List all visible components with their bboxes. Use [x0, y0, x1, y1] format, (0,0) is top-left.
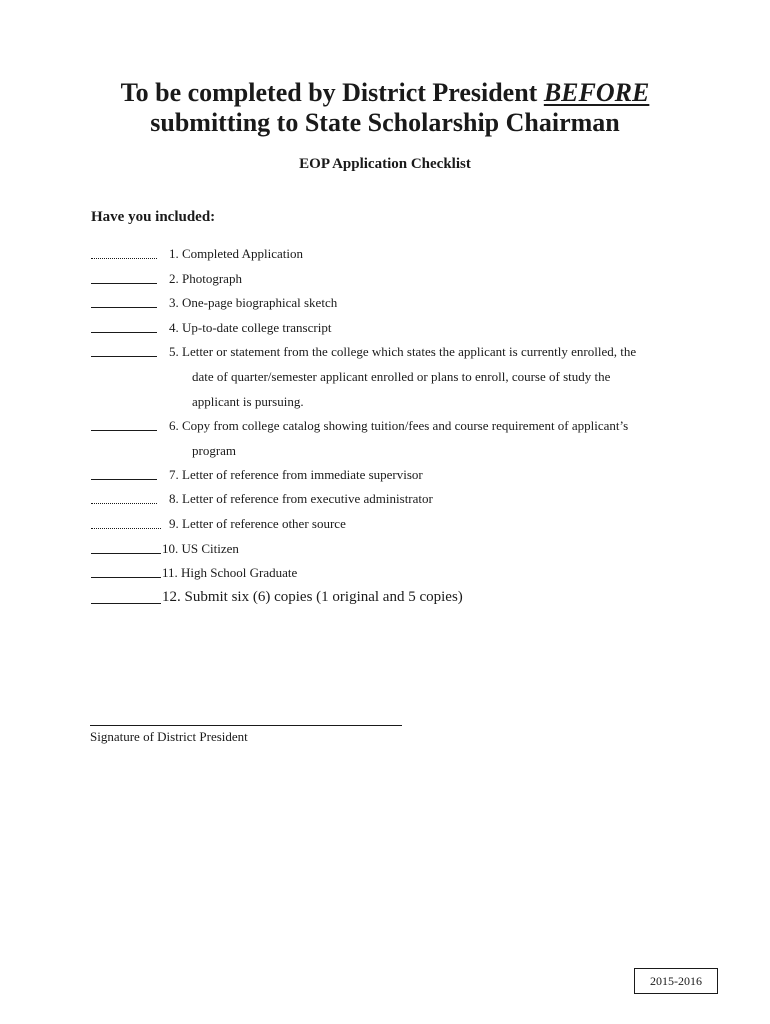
checklist-item-text: 8. Letter of reference from executive administrator: [169, 491, 433, 506]
title-emphasis: BEFORE: [543, 78, 650, 107]
title-prefix: To be completed by District President: [120, 78, 544, 107]
checklist-item-text: 7. Letter of reference from immediate supervisor: [169, 467, 423, 482]
checklist-item-6-continued: program: [192, 443, 237, 458]
checklist-item-text: 9. Letter of reference other source: [169, 516, 346, 531]
checklist-item-text: 11. High School Graduate: [162, 565, 298, 580]
checklist-item-text: 6. Copy from college catalog showing tuition/fees and course requirement of applicant’s: [169, 418, 629, 433]
checkbox-blank-12[interactable]: [91, 603, 161, 604]
checklist-item-text: 4. Up-to-date college transcript: [169, 320, 332, 335]
checkbox-blank-7[interactable]: [91, 479, 157, 480]
signature-label: Signature of District President: [90, 729, 248, 744]
checklist-item-text: 2. Photograph: [169, 271, 242, 286]
checkbox-blank-9[interactable]: [91, 528, 161, 529]
checklist-item-text: 10. US Citizen: [162, 541, 239, 556]
checklist-item-5-continued-2: applicant is pursuing.: [192, 394, 304, 409]
page-title-line-2: submitting to State Scholarship Chairman: [150, 108, 620, 137]
checkbox-blank-6[interactable]: [91, 430, 157, 431]
checklist-item-text: 3. One-page biographical sketch: [169, 295, 338, 310]
checkbox-blank-4[interactable]: [91, 332, 157, 333]
checklist-title: EOP Application Checklist: [299, 156, 471, 172]
checkbox-blank-10[interactable]: [91, 553, 161, 554]
checkbox-blank-8[interactable]: [91, 503, 157, 504]
year-badge: 2015-2016: [634, 968, 718, 994]
checklist-prompt: Have you included:: [91, 209, 216, 225]
checklist-item-5-continued-1: date of quarter/semester applicant enrolled or plans to enroll, course of study the: [192, 369, 611, 384]
checklist-item-text: 12. Submit six (6) copies (1 original and 5 copies): [162, 589, 463, 605]
checkbox-blank-11[interactable]: [91, 577, 161, 578]
signature-line[interactable]: [90, 725, 402, 726]
checkbox-blank-3[interactable]: [91, 307, 157, 308]
checklist-item-text: 1. Completed Application: [169, 246, 303, 261]
page-title-line-1: [0, 78, 770, 108]
checkbox-blank-1[interactable]: [91, 258, 157, 259]
checkbox-blank-5[interactable]: [91, 356, 157, 357]
checkbox-blank-2[interactable]: [91, 283, 157, 284]
checklist-item-text: 5. Letter or statement from the college which states the applicant is currently enrolled, the: [169, 344, 637, 359]
